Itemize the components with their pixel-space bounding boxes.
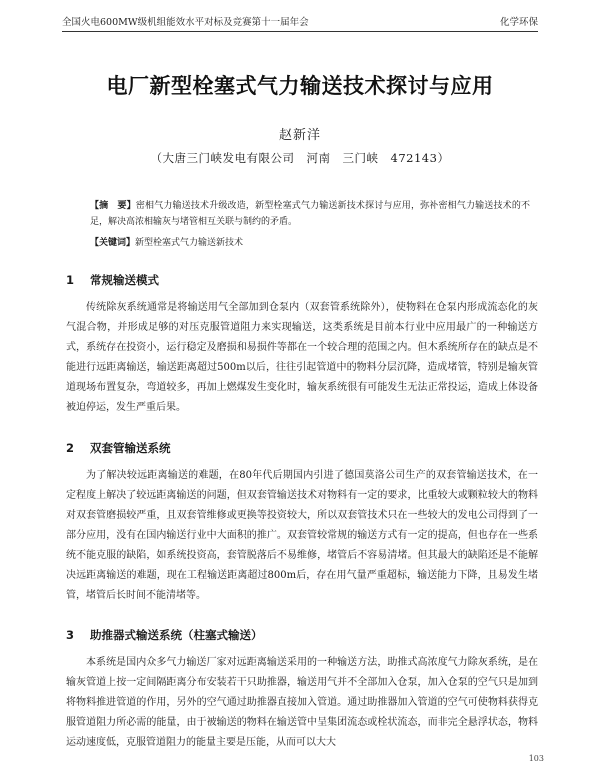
body-paragraph: 本系统是国内众多气力输送厂家对远距离输送采用的一种输送方法，助推式高浓度气力除灰系统，是在输灰管道上按一定间隔距离分布安装若干只助推器，输送用气并不全部加入仓泵，加入仓泵的空气只是加到将物料推进管道的作用，另外的空气通过助推器直接加入管道。通过助推器加入管道的空气可使物料获得克服管道阻力所必需的能量，由于被输送的物料在输送管中呈集团流态或栓状流态，而非完全悬浮状态，物料运动速度低，克服管道阻力的能量主要是压能，从而可以大大 <box>66 657 538 748</box>
section-heading <box>66 440 171 456</box>
section-title: 双套管输送系统 <box>90 441 171 455</box>
paper-title: 电厂新型栓塞式气力输送技术探讨与应用 <box>106 74 494 98</box>
author-name: 赵新洋 <box>278 128 321 143</box>
section-title: 常规输送模式 <box>90 273 159 287</box>
section-number: 1 <box>66 273 75 287</box>
section-number: 2 <box>66 441 75 455</box>
running-header-left: 全国火电600MW级机组能效水平对标及竞赛第十一届年会 <box>62 17 309 28</box>
body-paragraph: 为了解决较远距离输送的难题，在80年代后期国内引进了德国莫洛公司生产的双套管输送技术，在一定程度上解决了较远距离输送的问题，但双套管输送技术对物料有一定的要求，比重较大或颗粒较大的物料对双套管磨损较严重，且双套管维修或更换等投资较大，所以双套管技术只在一些较大的发电公司得到了一部分应用，没有在国内输送行业中大面积的推广。双套管较常规的输送方式有一定的提高，但也存在一些系统不能克服的缺陷，如系统投资高，套管脱落后不易维修，堵管后不容易清堵。但其最大的缺陷还是不能解决远距离输送的难题，现在工程输送距离超过800m后，存在用气量严重超标，输送能力下降，且易发生堵管，堵管后长时间不能清堵等。 <box>66 470 538 601</box>
section-heading <box>66 272 159 288</box>
abstract-text: 密相气力输送技术升级改造，新型栓塞式气力输送新技术探讨与应用，弥补密相气力输送技术的不足，解决高浓相输灰与堵管相互关联与制约的矛盾。 <box>90 201 530 227</box>
section-heading <box>66 627 263 643</box>
abstract <box>90 198 530 230</box>
body-paragraph: 传统除灰系统通常是将输送用气全部加到仓泵内（双套管系统除外），使物料在仓泵内形成流态化的灰气混合物，并形成足够的对压克服管道阻力来实现输送，这类系统是目前本行业中应用最广的一种输送方式，系统存在投资小，运行稳定及磨损和易损件等都在一个较合理的范围之内。但木系统所存在的缺点是不能进行远距离输送，输送距离超过500m以后，往往引起管道中的物料分层沉降，造成堵管，特别是输灰管道现场布置复杂，弯道较多，再加上燃煤发生变化时，输灰系统很有可能发生无法正常投运，造成上体设备被迫停运，发生严重后果。 <box>66 302 538 413</box>
keywords-label: 【关键词】 <box>90 238 136 248</box>
page-number: 103 <box>528 754 544 763</box>
author-affiliation: （大唐三门峡发电有限公司 河南 三门峡 472143） <box>150 151 450 165</box>
section-title: 助推器式输送系统（柱塞式输送） <box>90 628 263 642</box>
section-number: 3 <box>66 628 75 642</box>
abstract-label: 【摘 要】 <box>90 201 136 211</box>
keywords-text: 新型栓塞式气力输送新技术 <box>135 238 244 248</box>
running-header-right: 化学环保 <box>499 17 538 28</box>
keywords <box>90 235 530 251</box>
running-header <box>62 14 538 32</box>
